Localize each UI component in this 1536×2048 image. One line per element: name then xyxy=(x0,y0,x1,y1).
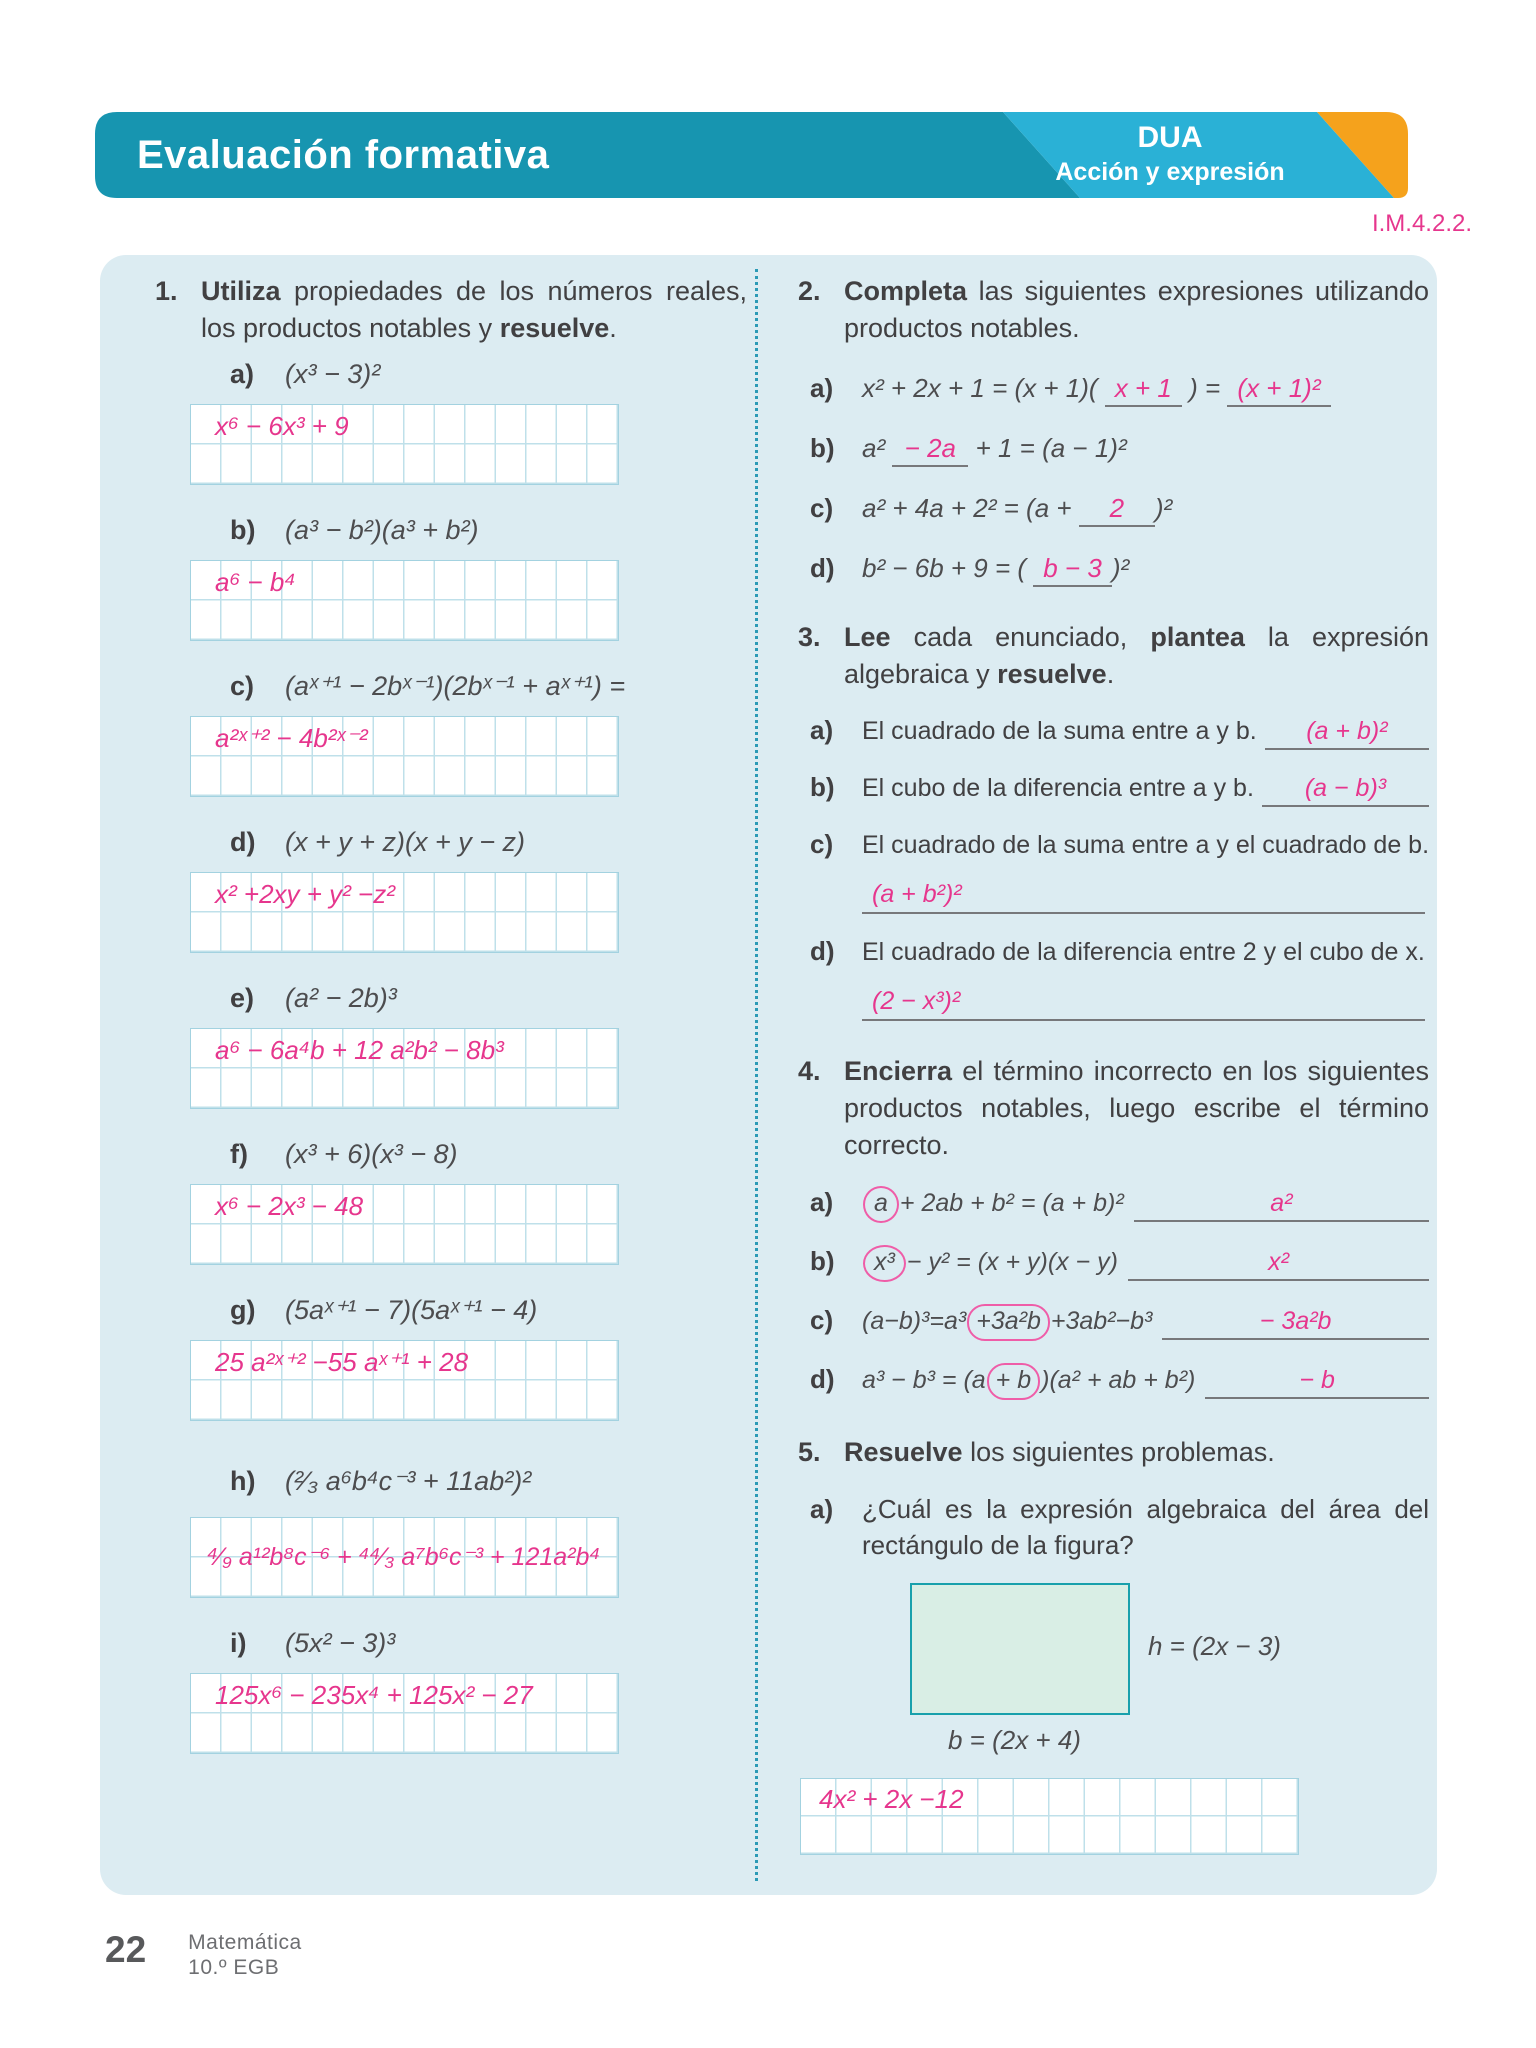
q3-item-a-label: a) xyxy=(810,715,834,745)
q1-item-h-label: h) xyxy=(230,1466,256,1496)
q4-item-b-label: b) xyxy=(810,1246,835,1276)
q1-item-i-expression: (5x² − 3)³ xyxy=(285,1628,396,1658)
q2-b-mid: + 1 = (a − 1)² xyxy=(975,433,1127,463)
q4-item-c xyxy=(810,1304,1429,1341)
worksheet-panel xyxy=(100,255,1437,1895)
q1-answer-grid-b xyxy=(190,560,619,641)
q5-answer: 4x² + 2x −12 xyxy=(819,1784,964,1814)
question-5 xyxy=(798,1434,1429,1471)
q1-item-d-label: d) xyxy=(230,827,256,857)
q2-a-blank2: (x + 1)² xyxy=(1227,373,1330,407)
page-number: 22 xyxy=(105,1929,147,1970)
q2-a-blank1: x + 1 xyxy=(1105,373,1182,407)
q4-answer-d: − b xyxy=(1205,1366,1429,1399)
q2-verb: Completa xyxy=(844,276,968,306)
q2-c-mid: )² xyxy=(1154,493,1173,523)
q2-item-a xyxy=(810,373,1429,407)
q5-item-a-label: a) xyxy=(810,1494,834,1524)
question-1-text xyxy=(201,273,747,347)
q2-d-mid: )² xyxy=(1111,553,1130,583)
q4-item-a-label: a) xyxy=(810,1187,834,1217)
q2-d-blank1: b − 3 xyxy=(1033,553,1112,587)
question-3 xyxy=(798,619,1429,693)
q1-answer-grid-h xyxy=(190,1517,619,1598)
question-5-text xyxy=(844,1434,1429,1471)
q1-verb: Utiliza xyxy=(201,276,281,306)
q5-verb: Resuelve xyxy=(844,1437,963,1467)
q1-item-h xyxy=(230,1466,747,1497)
q5-text-rest: los siguientes problemas. xyxy=(962,1437,1275,1467)
q2-a-pre: x² + 2x + 1 = (x + 1)( xyxy=(862,373,1098,403)
q3-verb2: plantea xyxy=(1150,622,1245,652)
q1-item-a xyxy=(230,359,747,390)
q2-item-a-label: a) xyxy=(810,373,834,403)
q3-answer-a: (a + b)² xyxy=(1265,717,1429,750)
q4-answer-b: x² xyxy=(1128,1248,1429,1281)
q4-answer-c: − 3a²b xyxy=(1162,1307,1429,1340)
q4-b-post: − y² = (x + y)(x − y) xyxy=(906,1248,1118,1276)
q1-answer-grid-g xyxy=(190,1340,619,1421)
q4-c-post: +3ab²−b³ xyxy=(1050,1307,1153,1335)
q2-item-b xyxy=(810,433,1429,467)
q4-item-c-label: c) xyxy=(810,1305,834,1335)
q3-verb: Lee xyxy=(844,622,891,652)
q1-item-f xyxy=(230,1139,747,1170)
q2-c-pre: a² + 4a + 2² = (a + xyxy=(862,493,1072,523)
curriculum-code: I.M.4.2.2. xyxy=(1371,210,1472,237)
q1-item-g-expression: (5aˣ⁺¹ − 7)(5aˣ⁺¹ − 4) xyxy=(285,1295,538,1325)
q1-item-a-expression: (x³ − 3)² xyxy=(285,359,381,389)
q1-answer-b: a⁶ − b⁴ xyxy=(215,567,296,597)
page-header xyxy=(95,112,1408,198)
q2-item-c-label: c) xyxy=(810,493,834,523)
question-4-text xyxy=(844,1053,1429,1164)
q1-answer-d: x² +2xy + y² −z² xyxy=(215,879,395,909)
rectangle-shape xyxy=(910,1583,1130,1715)
q1-item-b xyxy=(230,515,747,546)
q3-item-a-text: El cuadrado de la suma entre a y b. xyxy=(862,717,1257,745)
q3-answer-d: (2 − x³)² xyxy=(862,987,1425,1021)
q4-item-c-expression xyxy=(862,1304,1152,1341)
rectangle-figure xyxy=(910,1583,1390,1758)
q4-d-circled-term: + b xyxy=(987,1363,1040,1400)
q4-item-a xyxy=(810,1186,1429,1223)
q4-d-post: )(a² + ab + b²) xyxy=(1041,1366,1196,1394)
question-1-number: 1. xyxy=(155,276,178,306)
q2-item-c-expression xyxy=(862,493,1172,527)
q1-item-a-label: a) xyxy=(230,359,255,389)
q2-item-b-label: b) xyxy=(810,433,835,463)
q1-item-i-label: i) xyxy=(230,1628,247,1658)
q1-item-e xyxy=(230,983,747,1014)
q3-item-b-label: b) xyxy=(810,772,835,802)
q5-item-a-question: ¿Cuál es la expresión algebraica del área del rectángulo de la figura? xyxy=(862,1494,1430,1560)
q4-item-d-label: d) xyxy=(810,1364,835,1394)
right-column xyxy=(758,255,1437,1895)
question-3-text xyxy=(844,619,1429,693)
q4-d-pre: a³ − b³ = (a xyxy=(862,1366,986,1394)
q2-item-a-expression xyxy=(862,373,1331,407)
q3-answer-c: (a + b²)² xyxy=(862,880,1425,914)
q1-item-b-label: b) xyxy=(230,515,256,545)
q1-item-e-label: e) xyxy=(230,983,255,1013)
q2-item-d-expression xyxy=(862,553,1129,587)
q3-t1: cada enunciado, xyxy=(890,622,1151,652)
q4-item-d-expression xyxy=(862,1363,1195,1400)
rectangle-height-label: h = (2x − 3) xyxy=(1148,1631,1281,1661)
q3-item-c-label: c) xyxy=(810,829,834,859)
dua-badge xyxy=(1040,120,1300,188)
q2-a-mid: ) = xyxy=(1189,373,1221,403)
q2-item-c xyxy=(810,493,1429,527)
question-4 xyxy=(798,1053,1429,1164)
q1-answer-grid-a xyxy=(190,404,619,485)
q3-item-c-text: El cuadrado de la suma entre a y el cuadrado de b. xyxy=(862,831,1430,859)
q2-text-rest: las siguientes expresiones utilizando productos notables. xyxy=(844,276,1430,343)
q1-item-f-expression: (x³ + 6)(x³ − 8) xyxy=(285,1139,458,1169)
q4-item-a-expression xyxy=(862,1186,1124,1223)
q2-d-pre: b² − 6b + 9 = ( xyxy=(862,553,1027,583)
book-info xyxy=(188,1930,302,1980)
q5-item-a xyxy=(810,1491,1429,1563)
q4-verb: Encierra xyxy=(844,1056,953,1086)
q1-item-c-label: c) xyxy=(230,671,255,701)
question-2-number: 2. xyxy=(798,276,821,306)
q1-answer-grid-e xyxy=(190,1028,619,1109)
q1-answer-g: 25 a²ˣ⁺² −55 aˣ⁺¹ + 28 xyxy=(215,1347,469,1377)
q4-text-rest: el término incorrecto en los siguientes productos notables, luego escribe el término correcto. xyxy=(844,1056,1430,1160)
q2-item-d-label: d) xyxy=(810,553,835,583)
q1-answer-h: ⁴⁄₉ a¹²b⁸c⁻⁶ + ⁴⁴⁄₃ a⁷b⁶c⁻³ + 121a²b⁴ xyxy=(207,1543,601,1571)
rectangle-base-label: b = (2x + 4) xyxy=(948,1725,1081,1755)
q1-answer-i: 125x⁶ − 235x⁴ + 125x² − 27 xyxy=(215,1680,533,1710)
q2-b-blank1: − 2a xyxy=(892,433,968,467)
page-title: Evaluación formativa xyxy=(137,133,550,177)
q1-item-h-expression: (²⁄₃ a⁶b⁴c⁻³ + 11ab²)² xyxy=(285,1466,532,1496)
book-subject: Matemática xyxy=(188,1931,302,1954)
q1-item-d xyxy=(230,827,747,858)
q1-item-c xyxy=(230,671,747,702)
q3-item-b xyxy=(810,772,1429,807)
q2-item-d xyxy=(810,553,1429,587)
q1-answer-grid-i xyxy=(190,1673,619,1754)
q4-item-b-expression xyxy=(862,1245,1118,1282)
q1-answer-c: a²ˣ⁺² − 4b²ˣ⁻² xyxy=(215,723,368,753)
q4-item-b xyxy=(810,1245,1429,1282)
q1-text-mid: propiedades de los números reales, los productos notables y xyxy=(201,276,747,343)
q1-answer-grid-f xyxy=(190,1184,619,1265)
dua-label: DUA xyxy=(1137,121,1203,154)
page-footer xyxy=(105,1930,302,1980)
q1-item-b-expression: (a³ − b²)(a³ + b²) xyxy=(285,515,479,545)
q1-item-e-expression: (a² − 2b)³ xyxy=(285,983,397,1013)
q1-answer-e: a⁶ − 6a⁴b + 12 a²b² − 8b³ xyxy=(215,1035,504,1065)
book-grade: 10.º EGB xyxy=(188,1956,280,1979)
q1-answer-a: x⁶ − 6x³ + 9 xyxy=(215,411,349,441)
question-3-number: 3. xyxy=(798,622,821,652)
left-column xyxy=(100,255,755,1895)
q3-item-d xyxy=(810,936,1429,967)
question-1 xyxy=(155,273,747,347)
q3-item-c xyxy=(810,829,1429,860)
question-2-text xyxy=(844,273,1429,347)
question-5-number: 5. xyxy=(798,1437,821,1467)
q1-answer-grid-c xyxy=(190,716,619,797)
q4-c-pre: (a−b)³=a³ xyxy=(862,1307,967,1335)
q1-item-g xyxy=(230,1295,747,1326)
q4-b-circled-term: x³ xyxy=(863,1245,906,1282)
dua-sublabel: Acción y expresión xyxy=(1055,158,1285,186)
q1-item-g-label: g) xyxy=(230,1295,256,1325)
q1-answer-f: x⁶ − 2x³ − 48 xyxy=(215,1191,364,1221)
question-2 xyxy=(798,273,1429,347)
q1-item-d-expression: (x + y + z)(x + y − z) xyxy=(285,827,526,857)
q3-item-b-text: El cubo de la diferencia entre a y b. xyxy=(862,774,1254,802)
q2-c-blank1: 2 xyxy=(1079,493,1155,527)
q4-a-post: + 2ab + b² = (a + b)² xyxy=(899,1189,1124,1217)
q2-b-pre: a² xyxy=(862,433,886,463)
q1-verb2: resuelve xyxy=(499,313,610,343)
q4-answer-a: a² xyxy=(1134,1189,1429,1222)
q5-answer-grid xyxy=(800,1778,1299,1855)
q1-text-end: . xyxy=(609,313,617,343)
q4-item-d xyxy=(810,1363,1429,1400)
q3-t3: . xyxy=(1106,659,1115,689)
q2-item-b-expression xyxy=(862,433,1127,467)
q1-item-f-label: f) xyxy=(230,1139,248,1169)
q3-verb3: resuelve xyxy=(997,659,1107,689)
q1-item-i xyxy=(230,1628,747,1659)
q3-item-d-text: El cuadrado de la diferencia entre 2 y el cubo de x. xyxy=(862,938,1425,966)
q3-t2: la expresión algebraica y xyxy=(844,622,1430,689)
q3-answer-b: (a − b)³ xyxy=(1262,774,1429,807)
q4-a-circled-term: a xyxy=(863,1186,899,1223)
question-4-number: 4. xyxy=(798,1056,821,1086)
q3-item-d-label: d) xyxy=(810,936,835,966)
q4-c-circled-term: +3a²b xyxy=(967,1304,1050,1341)
q3-item-a xyxy=(810,715,1429,750)
q1-item-c-expression: (aˣ⁺¹ − 2bˣ⁻¹)(2bˣ⁻¹ + aˣ⁺¹) = xyxy=(285,671,626,701)
q1-answer-grid-d xyxy=(190,872,619,953)
